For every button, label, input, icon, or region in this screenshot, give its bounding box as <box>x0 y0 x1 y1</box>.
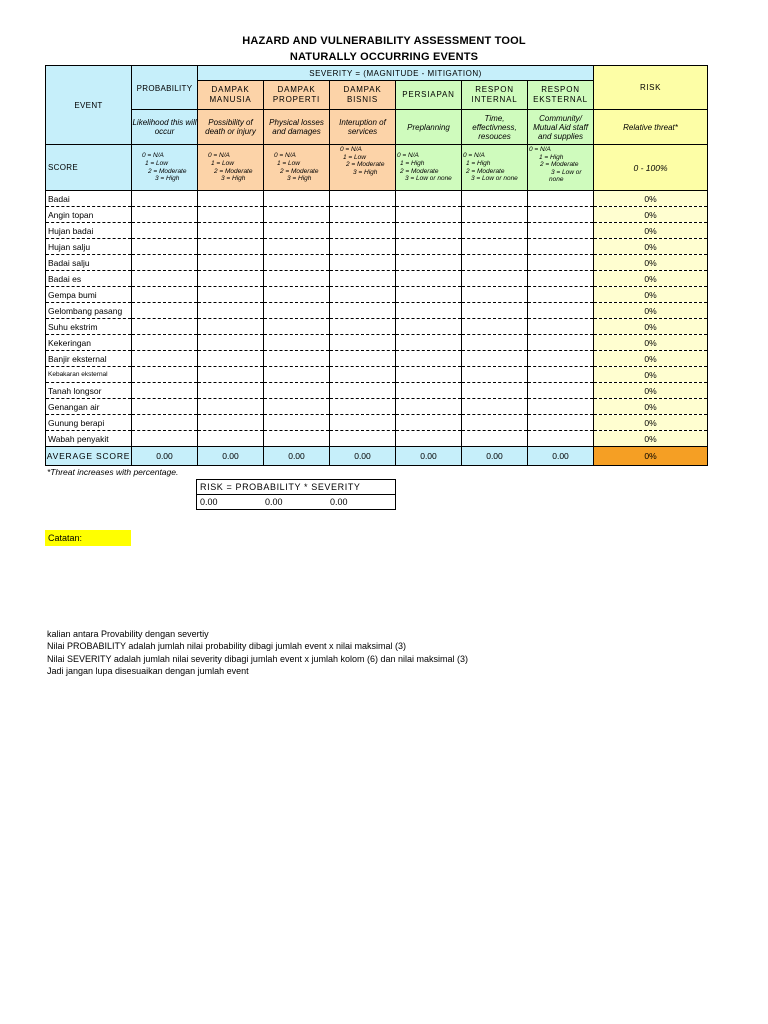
event-risk: 0% <box>594 351 708 367</box>
score-cell[interactable] <box>198 319 264 335</box>
score-cell[interactable] <box>396 351 462 367</box>
event-name: Wabah penyakit <box>46 431 132 447</box>
score-cell[interactable] <box>462 191 528 207</box>
score-cell[interactable] <box>132 255 198 271</box>
note-line: Nilai SEVERITY adalah jumlah nilai severity dibagi jumlah event x jumlah kolom (6) dan nilai maksimal (3) <box>47 653 469 664</box>
score-cell[interactable] <box>198 287 264 303</box>
score-cell[interactable] <box>132 239 198 255</box>
score-cell[interactable] <box>396 415 462 431</box>
score-cell[interactable] <box>198 271 264 287</box>
event-risk: 0% <box>594 191 708 207</box>
event-name: Gunung berapi <box>46 415 132 431</box>
risk-formula: RISK = PROBABILITY * SEVERITY <box>197 480 396 495</box>
score-cell[interactable] <box>462 415 528 431</box>
table-row <box>46 287 708 303</box>
score-cell[interactable] <box>396 367 462 383</box>
score-respon-internal: 0 = N/A 1 = High 2 = Moderate 3 = Low or none <box>462 145 528 191</box>
event-name: Hujan badai <box>46 223 132 239</box>
score-cell[interactable] <box>198 303 264 319</box>
event-risk: 0% <box>594 319 708 335</box>
score-cell[interactable] <box>132 431 198 447</box>
score-cell[interactable] <box>528 383 594 399</box>
event-name: Kekeringan <box>46 335 132 351</box>
event-name: Suhu ekstrim <box>46 319 132 335</box>
score-cell[interactable] <box>132 287 198 303</box>
col-header-respon-eksternal: RESPON EKSTERNAL <box>528 81 594 110</box>
score-cell[interactable] <box>462 351 528 367</box>
score-cell[interactable] <box>330 351 396 367</box>
event-name: Angin topan <box>46 207 132 223</box>
page-title: HAZARD AND VULNERABILITY ASSESSMENT TOOL <box>242 35 526 47</box>
desc-respon-eksternal: Community/ Mutual Aid staff and supplies <box>528 110 594 145</box>
score-cell[interactable] <box>264 431 330 447</box>
score-cell[interactable] <box>330 287 396 303</box>
score-cell[interactable] <box>132 319 198 335</box>
score-cell[interactable] <box>330 415 396 431</box>
average-dampak-bisnis: 0.00 <box>330 447 396 466</box>
event-risk: 0% <box>594 367 708 383</box>
score-cell[interactable] <box>198 383 264 399</box>
event-risk: 0% <box>594 239 708 255</box>
score-cell[interactable] <box>396 271 462 287</box>
score-cell[interactable] <box>528 415 594 431</box>
event-risk: 0% <box>594 303 708 319</box>
score-cell[interactable] <box>264 319 330 335</box>
score-cell[interactable] <box>462 223 528 239</box>
score-cell[interactable] <box>264 255 330 271</box>
event-name: Gempa bumi <box>46 287 132 303</box>
event-name: Badai es <box>46 271 132 287</box>
event-risk: 0% <box>594 399 708 415</box>
score-cell[interactable] <box>528 207 594 223</box>
average-dampak-properti: 0.00 <box>264 447 330 466</box>
event-risk: 0% <box>594 287 708 303</box>
notes <box>47 628 468 677</box>
score-cell[interactable] <box>330 431 396 447</box>
average-respon-internal: 0.00 <box>462 447 528 466</box>
table-row <box>46 319 708 335</box>
table-row <box>46 191 708 207</box>
score-cell[interactable] <box>396 223 462 239</box>
table-row <box>46 383 708 399</box>
event-name: Hujan salju <box>46 239 132 255</box>
score-probability: 0 = N/A 1 = Low 2 = Moderate 3 = High <box>132 145 198 191</box>
score-cell[interactable] <box>330 239 396 255</box>
event-risk: 0% <box>594 383 708 399</box>
average-probability: 0.00 <box>132 447 198 466</box>
score-cell[interactable] <box>198 399 264 415</box>
score-cell[interactable] <box>528 271 594 287</box>
average-score-label: AVERAGE SCORE <box>46 447 132 466</box>
score-cell[interactable] <box>330 191 396 207</box>
score-cell[interactable] <box>528 431 594 447</box>
average-persiapan: 0.00 <box>396 447 462 466</box>
score-cell[interactable] <box>198 255 264 271</box>
score-cell[interactable] <box>132 351 198 367</box>
probability-header: PROBABILITY <box>132 66 198 110</box>
score-cell[interactable] <box>264 223 330 239</box>
event-risk: 0% <box>594 415 708 431</box>
score-cell[interactable] <box>330 255 396 271</box>
score-cell[interactable] <box>264 191 330 207</box>
table-row <box>46 431 708 447</box>
score-cell[interactable] <box>132 191 198 207</box>
score-cell[interactable] <box>330 367 396 383</box>
score-cell[interactable] <box>462 239 528 255</box>
event-risk: 0% <box>594 207 708 223</box>
col-header-dampak-manusia: DAMPAK MANUSIA <box>198 81 264 110</box>
table-row <box>46 367 708 383</box>
score-cell[interactable] <box>330 319 396 335</box>
event-name: Badai <box>46 191 132 207</box>
table-row <box>46 255 708 271</box>
col-header-respon-internal: RESPON INTERNAL <box>462 81 528 110</box>
score-cell[interactable] <box>462 207 528 223</box>
score-cell[interactable] <box>396 207 462 223</box>
score-dampak-properti: 0 = N/A 1 = Low 2 = Moderate 3 = High <box>264 145 330 191</box>
assessment-table <box>45 65 708 466</box>
table-row <box>46 239 708 255</box>
score-cell[interactable] <box>396 255 462 271</box>
desc-respon-internal: Time, effectivness, resouces <box>462 110 528 145</box>
score-cell[interactable] <box>198 351 264 367</box>
score-cell[interactable] <box>396 303 462 319</box>
score-cell[interactable] <box>330 303 396 319</box>
score-cell[interactable] <box>396 287 462 303</box>
table-row <box>46 207 708 223</box>
score-cell[interactable] <box>198 431 264 447</box>
score-cell[interactable] <box>462 319 528 335</box>
note-line: kalian antara Provability dengan severtiy <box>47 629 209 639</box>
score-cell[interactable] <box>330 271 396 287</box>
table-row <box>46 223 708 239</box>
score-cell[interactable] <box>528 399 594 415</box>
score-cell[interactable] <box>132 335 198 351</box>
score-cell[interactable] <box>132 415 198 431</box>
score-cell[interactable] <box>264 367 330 383</box>
score-cell[interactable] <box>462 399 528 415</box>
desc-probability: Likelihood this will occur <box>132 110 198 145</box>
event-risk: 0% <box>594 271 708 287</box>
score-cell[interactable] <box>132 303 198 319</box>
table-row <box>46 351 708 367</box>
score-cell[interactable] <box>264 287 330 303</box>
score-dampak-bisnis: 0 = N/A 1 = Low 2 = Moderate 3 = High <box>330 145 396 191</box>
event-risk: 0% <box>594 255 708 271</box>
score-cell[interactable] <box>264 415 330 431</box>
score-cell[interactable] <box>462 367 528 383</box>
page-subtitle: NATURALLY OCCURRING EVENTS <box>289 51 479 63</box>
col-header-persiapan: PERSIAPAN <box>396 81 462 110</box>
event-name: Kebakaran eksternal <box>46 367 132 383</box>
score-cell[interactable] <box>132 271 198 287</box>
table-row <box>46 271 708 287</box>
score-cell[interactable] <box>264 383 330 399</box>
event-name: Gelombang pasang <box>46 303 132 319</box>
score-cell[interactable] <box>264 351 330 367</box>
score-risk: 0 - 100% <box>594 145 708 191</box>
score-persiapan: 0 = N/A 1 = High 2 = Moderate 3 = Low or none <box>396 145 462 191</box>
severity-header: SEVERITY = (MAGNITUDE - MITIGATION) <box>198 66 594 81</box>
score-cell[interactable] <box>132 223 198 239</box>
event-name: Badai salju <box>46 255 132 271</box>
score-cell[interactable] <box>462 255 528 271</box>
score-cell[interactable] <box>528 287 594 303</box>
score-cell[interactable] <box>198 191 264 207</box>
score-cell[interactable] <box>198 415 264 431</box>
score-cell[interactable] <box>330 383 396 399</box>
average-risk: 0% <box>594 447 708 466</box>
table-row <box>46 399 708 415</box>
average-dampak-manusia: 0.00 <box>198 447 264 466</box>
desc-persiapan: Preplanning <box>396 110 462 145</box>
score-cell[interactable] <box>198 367 264 383</box>
score-cell[interactable] <box>396 191 462 207</box>
score-cell[interactable] <box>462 303 528 319</box>
event-name: Genangan air <box>46 399 132 415</box>
formula-value-probability: 0.00 <box>265 497 283 507</box>
score-cell[interactable] <box>264 207 330 223</box>
average-respon-eksternal: 0.00 <box>528 447 594 466</box>
score-cell[interactable] <box>396 335 462 351</box>
risk-formula-box <box>196 479 396 510</box>
score-cell[interactable] <box>396 239 462 255</box>
score-cell[interactable] <box>528 351 594 367</box>
formula-value-risk: 0.00 <box>200 497 218 507</box>
score-cell[interactable] <box>396 319 462 335</box>
score-cell[interactable] <box>462 431 528 447</box>
score-cell[interactable] <box>528 335 594 351</box>
score-cell[interactable] <box>330 223 396 239</box>
score-cell[interactable] <box>330 335 396 351</box>
score-cell[interactable] <box>132 383 198 399</box>
score-cell[interactable] <box>528 255 594 271</box>
score-cell[interactable] <box>528 303 594 319</box>
score-cell[interactable] <box>132 207 198 223</box>
score-cell[interactable] <box>462 287 528 303</box>
score-respon-eksternal: 0 = N/A 1 = High 2 = Moderate 3 = Low or none <box>528 145 594 191</box>
event-risk: 0% <box>594 431 708 447</box>
score-cell[interactable] <box>198 207 264 223</box>
event-header: EVENT <box>46 66 132 145</box>
score-cell[interactable] <box>132 399 198 415</box>
event-name: Tanah longsor <box>46 383 132 399</box>
score-cell[interactable] <box>396 399 462 415</box>
score-cell[interactable] <box>330 399 396 415</box>
event-name: Banjir eksternal <box>46 351 132 367</box>
score-dampak-manusia: 0 = N/A 1 = Low 2 = Moderate 3 = High <box>198 145 264 191</box>
footnote: *Threat increases with percentage. <box>47 467 179 477</box>
score-cell[interactable] <box>396 431 462 447</box>
score-cell[interactable] <box>462 383 528 399</box>
desc-dampak-bisnis: Interuption of services <box>330 110 396 145</box>
note-line: Jadi jangan lupa disesuaikan dengan jumlah event <box>47 665 249 676</box>
note-line: Nilai PROBABILITY adalah jumlah nilai probability dibagi jumlah event x nilai maksimal (3) <box>47 641 406 652</box>
score-cell[interactable] <box>462 271 528 287</box>
table-row <box>46 415 708 431</box>
score-cell[interactable] <box>330 207 396 223</box>
catatan-label: Catatan: <box>45 530 131 546</box>
risk-header: RISK <box>594 66 708 110</box>
table-row <box>46 303 708 319</box>
event-risk: 0% <box>594 223 708 239</box>
score-cell[interactable] <box>198 239 264 255</box>
score-cell[interactable] <box>264 239 330 255</box>
score-cell[interactable] <box>396 383 462 399</box>
col-header-dampak-properti: DAMPAK PROPERTI <box>264 81 330 110</box>
col-header-dampak-bisnis: DAMPAK BISNIS <box>330 81 396 110</box>
score-cell[interactable] <box>462 335 528 351</box>
score-cell[interactable] <box>528 223 594 239</box>
score-cell[interactable] <box>198 223 264 239</box>
table-row <box>46 335 708 351</box>
desc-risk: Relative threat* <box>594 110 708 145</box>
formula-value-severity: 0.00 <box>330 497 348 507</box>
event-risk: 0% <box>594 335 708 351</box>
desc-dampak-properti: Physical losses and damages <box>264 110 330 145</box>
score-label: SCORE <box>46 145 132 191</box>
score-cell[interactable] <box>528 191 594 207</box>
desc-dampak-manusia: Possibility of death or injury <box>198 110 264 145</box>
score-cell[interactable] <box>528 239 594 255</box>
score-cell[interactable] <box>198 335 264 351</box>
score-cell[interactable] <box>264 399 330 415</box>
score-cell[interactable] <box>264 303 330 319</box>
score-cell[interactable] <box>132 367 198 383</box>
score-cell[interactable] <box>528 367 594 383</box>
score-cell[interactable] <box>264 271 330 287</box>
score-cell[interactable] <box>528 319 594 335</box>
score-cell[interactable] <box>264 335 330 351</box>
